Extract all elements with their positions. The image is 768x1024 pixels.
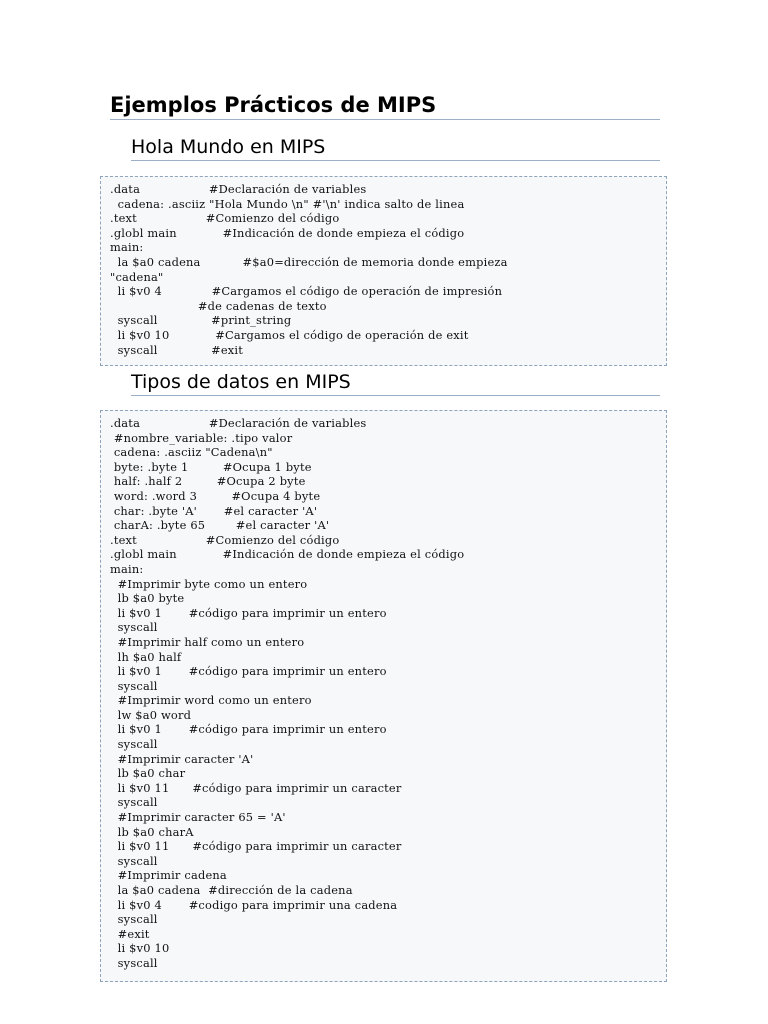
code-line: lb $a0 charA — [110, 824, 194, 839]
section-title-tipos-de-datos: Tipos de datos en MIPS — [131, 370, 660, 396]
code-line: .globl main #Indicación de donde empieza el código — [110, 547, 465, 562]
code-line: li $v0 10 — [110, 941, 170, 956]
code-line: syscall — [110, 737, 158, 752]
code-line: li $v0 1 #código para imprimir un entero — [110, 605, 387, 620]
code-line: byte: .byte 1 #Ocupa 1 byte — [110, 459, 312, 474]
code-line: li $v0 11 #código para imprimir un caracter — [110, 780, 402, 795]
code-block-hola-mundo — [100, 176, 667, 366]
code-line: cadena: .asciiz "Hola Mundo \n" #'\n' indica salto de linea — [110, 196, 465, 211]
code-line: la $a0 cadena #$a0=dirección de memoria donde empieza — [110, 254, 508, 269]
code-line: #Imprimir half como un entero — [110, 634, 305, 649]
code-line: half: .half 2 #Ocupa 2 byte — [110, 474, 306, 489]
code-line: lh $a0 half — [110, 649, 182, 664]
code-line: li $v0 10 #Cargamos el código de operación de exit — [110, 327, 469, 342]
code-block-tipos-de-datos — [100, 410, 667, 982]
code-line: lw $a0 word — [110, 707, 192, 722]
code-line: #exit — [110, 926, 150, 941]
section-title-hola-mundo: Hola Mundo en MIPS — [131, 135, 660, 161]
code-line: syscall — [110, 795, 158, 810]
code-line: #de cadenas de texto — [110, 298, 327, 313]
code-line: li $v0 4 #Cargamos el código de operación de impresión — [110, 284, 503, 299]
code-line: li $v0 4 #codigo para imprimir una cadena — [110, 897, 398, 912]
code-line: syscall — [110, 853, 158, 868]
code-line: syscall — [110, 912, 158, 927]
code-line: li $v0 1 #código para imprimir un entero — [110, 664, 387, 679]
code-line: main: — [110, 561, 144, 576]
code-line: main: — [110, 240, 144, 255]
code-line: "cadena" — [110, 269, 164, 284]
code-line: lb $a0 char — [110, 766, 186, 781]
code-line: #Imprimir byte como un entero — [110, 576, 308, 591]
code-line: syscall — [110, 955, 158, 970]
code-line: .text #Comienzo del código — [110, 532, 340, 547]
code-line: #Imprimir caracter 65 = 'A' — [110, 810, 286, 825]
code-line: syscall — [110, 678, 158, 693]
code-line: .data #Declaración de variables — [110, 416, 367, 430]
code-line: charA: .byte 65 #el caracter 'A' — [110, 518, 330, 533]
code-line: char: .byte 'A' #el caracter 'A' — [110, 503, 318, 518]
code-line: .data #Declaración de variables — [110, 182, 367, 196]
code-line: li $v0 11 #código para imprimir un caracter — [110, 839, 402, 854]
code-line: syscall #print_string — [110, 313, 292, 328]
code-line: .text #Comienzo del código — [110, 211, 340, 226]
code-line: .globl main #Indicación de donde empieza el código — [110, 225, 465, 240]
code-line: #Imprimir word como un entero — [110, 693, 312, 708]
code-line: syscall — [110, 620, 158, 635]
code-line: #nombre_variable: .tipo valor — [110, 430, 293, 445]
code-line: lb $a0 byte — [110, 591, 185, 606]
code-line: cadena: .asciiz "Cadena\n" — [110, 445, 273, 460]
code-line: #Imprimir cadena — [110, 868, 227, 883]
document-title: Ejemplos Prácticos de MIPS — [110, 92, 660, 120]
code-line: li $v0 1 #código para imprimir un entero — [110, 722, 387, 737]
code-line: la $a0 cadena #dirección de la cadena — [110, 883, 353, 897]
code-line: word: .word 3 #Ocupa 4 byte — [110, 488, 321, 503]
code-line: #Imprimir caracter 'A' — [110, 751, 254, 766]
code-line: syscall #exit — [110, 342, 244, 357]
